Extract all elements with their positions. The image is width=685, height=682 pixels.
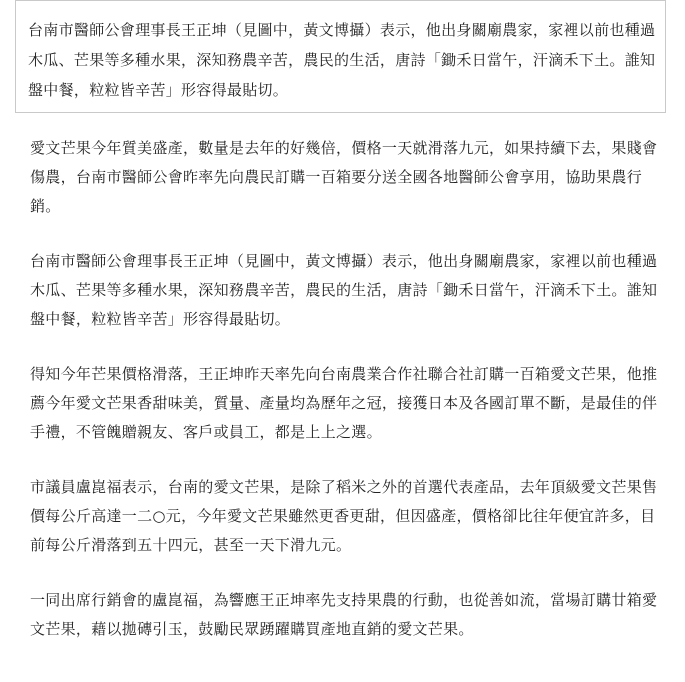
article-paragraph: 市議員盧崑福表示，台南的愛文芒果，是除了稻米之外的首選代表產品，去年頂級愛文芒果售價每公斤高達一二○元，今年愛文芒果雖然更香更甜，但因盛產，價格卻比往年便宜許多，目前每公斤滑落到五十四元，甚至一天下滑九元。 <box>30 478 658 554</box>
photo-caption: 台南市醫師公會理事長王正坤（見圖中，黃文博攝）表示，他出身關廟農家，家裡以前也種過木瓜、芒果等多種水果，深知務農辛苦，農民的生活，唐詩「鋤禾日當午，汗滴禾下土。誰知盤中餐，粒粒皆辛苦」形容得最貼切。 <box>28 21 656 99</box>
article-body <box>30 134 662 670</box>
article-paragraph: 得知今年芒果價格滑落，王正坤昨天率先向台南農業合作社聯合社訂購一百箱愛文芒果，他推薦今年愛文芒果香甜味美，質量、產量均為歷年之冠，接獲日本及各國訂單不斷，是最佳的伴手禮，不管餽贈親友、客戶或員工，都是上上之選。 <box>30 365 658 441</box>
article-paragraph: 一同出席行銷會的盧崑福，為響應王正坤率先支持果農的行動，也從善如流，當場訂購廿箱愛文芒果，藉以拋磚引玉，鼓勵民眾踴躍購買產地直銷的愛文芒果。 <box>30 591 658 638</box>
article-paragraph: 台南市醫師公會理事長王正坤（見圖中，黃文博攝）表示，他出身關廟農家，家裡以前也種過木瓜、芒果等多種水果，深知務農辛苦，農民的生活，唐詩「鋤禾日當午，汗滴禾下土。誰知盤中餐，粒粒皆辛苦」形容得最貼切。 <box>30 252 658 328</box>
photo-caption-box <box>15 0 666 113</box>
article-paragraph: 愛文芒果今年質美盛產，數量是去年的好幾倍，價格一天就滑落九元，如果持續下去，果賤會傷農，台南市醫師公會昨率先向農民訂購一百箱要分送全國各地醫師公會享用，協助果農行銷。 <box>30 139 658 215</box>
